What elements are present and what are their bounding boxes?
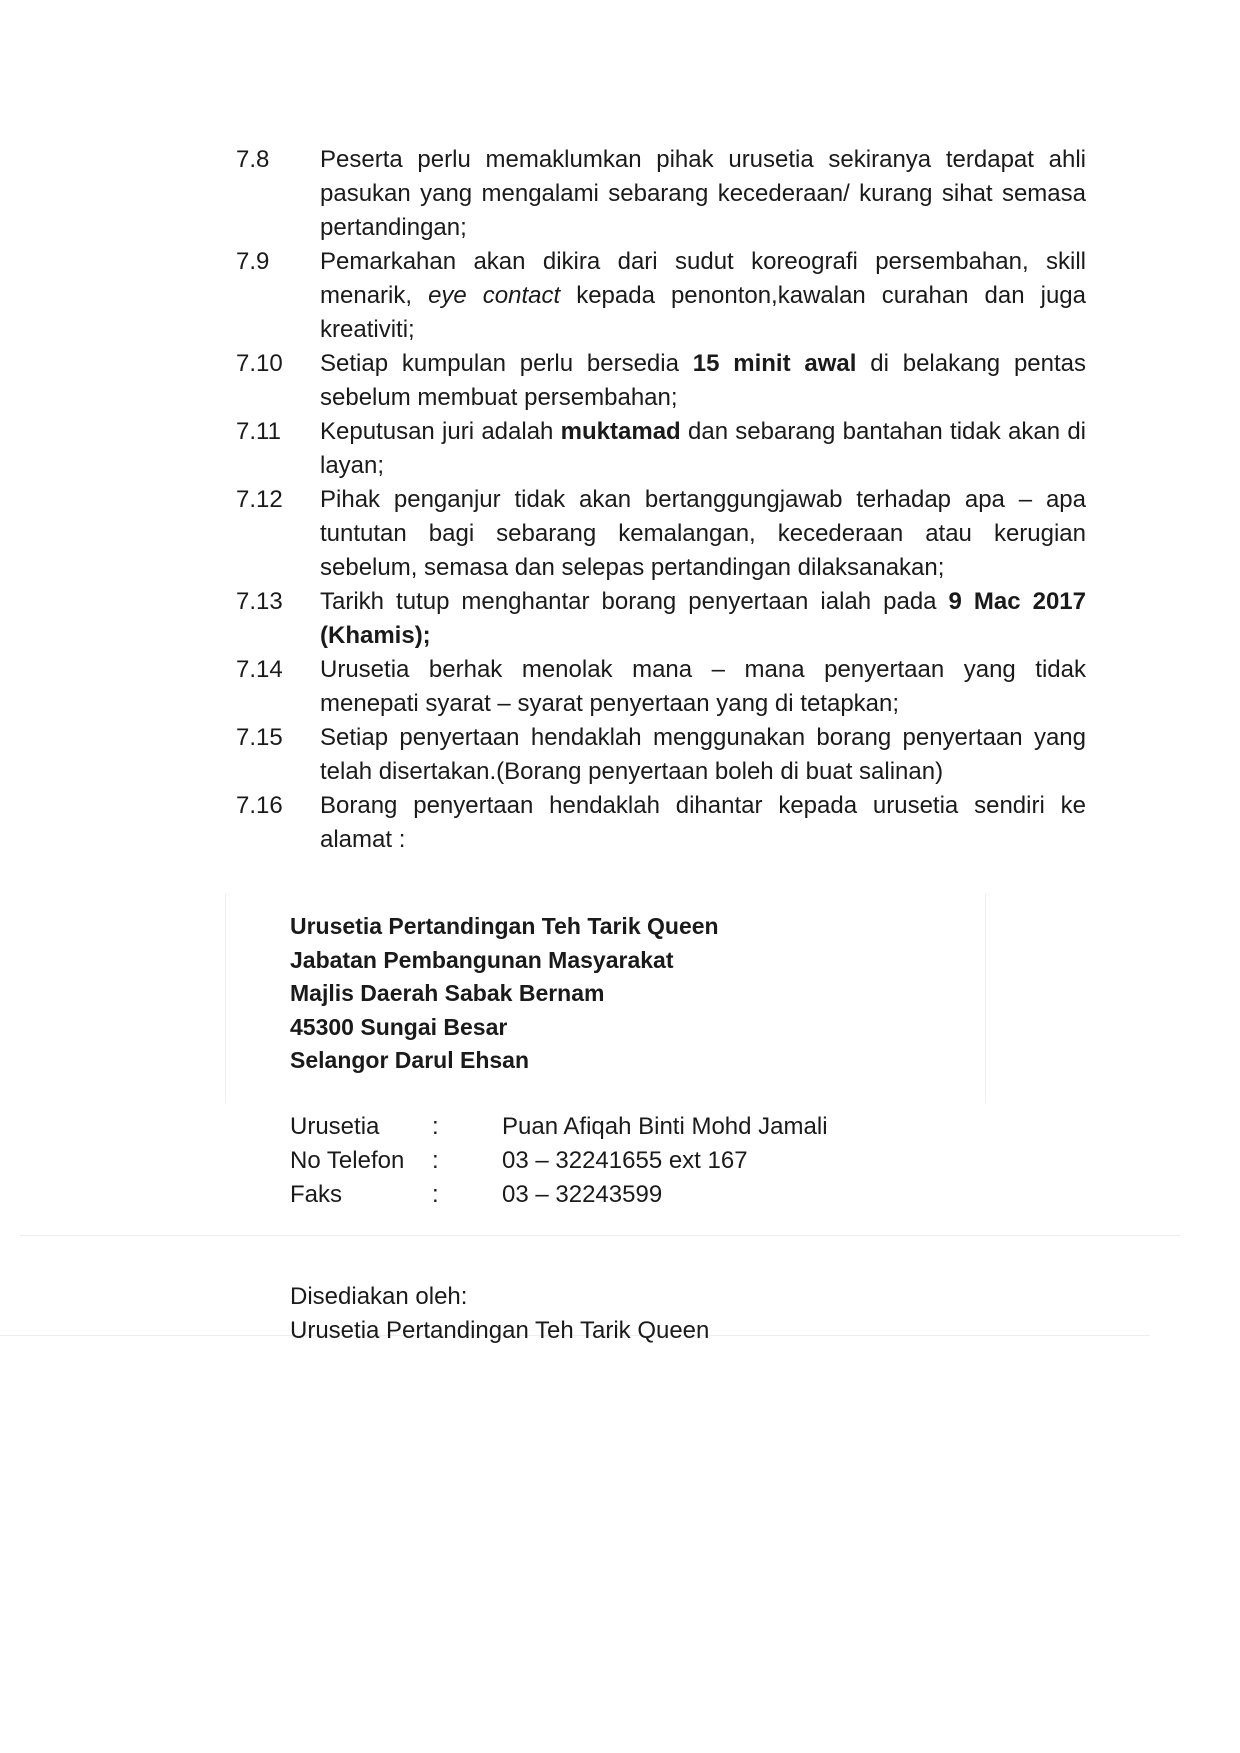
condition-number: 7.12 [236,486,283,513]
address-line: Majlis Daerah Sabak Bernam [290,980,605,1006]
contact-label: No Telefon [290,1147,405,1174]
condition-item [236,483,1086,585]
condition-text: Urusetia berhak menolak mana – mana penyertaan yang tidak menepati syarat – syarat penyertaan yang di tetapkan; [320,656,1086,717]
condition-text: Keputusan juri adalah muktamad dan sebarang bantahan tidak akan di layan; [320,418,1087,479]
contact-colon: : [432,1181,439,1208]
contact-label: Faks [290,1181,343,1208]
condition-item [236,653,1086,721]
prepared-author: Urusetia Pertandingan Teh Tarik Queen [290,1317,710,1344]
condition-item [236,721,1086,789]
address-line: Selangor Darul Ehsan [290,1047,530,1073]
prepared-label: Disediakan oleh: [290,1283,468,1310]
condition-number: 7.8 [236,146,270,173]
contact-value: Puan Afiqah Binti Mohd Jamali [502,1113,828,1140]
condition-number: 7.10 [236,350,283,377]
condition-text: Tarikh tutup menghantar borang penyertaan ialah pada 9 Mac 2017 (Khamis); [320,588,1086,649]
condition-item [236,347,1086,415]
prepared-by [290,1280,709,1348]
contact-details [290,1110,828,1212]
condition-text: Pihak penganjur tidak akan bertanggungjawab terhadap apa – apa tuntutan bagi sebarang kemalangan, kecederaan atau kerugian sebelum, semasa dan selepas pertandingan dilaksanakan; [320,486,1086,581]
condition-text: Peserta perlu memaklumkan pihak urusetia sekiranya terdapat ahli pasukan yang mengalami sebarang kecederaan/ kurang sihat semasa pertandingan; [320,146,1086,241]
contact-row-faks [290,1178,828,1212]
scan-artifact-line [20,1235,1180,1236]
condition-number: 7.13 [236,588,283,615]
contact-value: 03 – 32243599 [502,1181,663,1208]
address-block [290,910,719,1078]
scan-artifact-line [225,893,226,1103]
scan-artifact-line [985,893,986,1103]
condition-number: 7.9 [236,248,270,275]
condition-number: 7.16 [236,792,283,819]
condition-item [236,789,1086,857]
condition-item [236,143,1086,245]
condition-text: Pemarkahan akan dikira dari sudut koreografi persembahan, skill menarik, eye contact kepada penonton,kawalan curahan dan juga kreativiti; [320,248,1086,343]
contact-colon: : [432,1113,439,1140]
address-line: Jabatan Pembangunan Masyarakat [290,946,674,973]
contact-row-telefon [290,1144,828,1178]
conditions-list [236,143,1086,857]
contact-value: 03 – 32241655 ext 167 [502,1147,748,1174]
address-line: Urusetia Pertandingan Teh Tarik Queen [290,913,719,939]
contact-label: Urusetia [290,1113,380,1140]
address-line: 45300 Sungai Besar [290,1013,508,1040]
contact-row-urusetia [290,1110,828,1144]
condition-item [236,245,1086,347]
condition-text: Setiap penyertaan hendaklah menggunakan borang penyertaan yang telah disertakan.(Borang penyertaan boleh di buat salinan) [320,724,1086,785]
condition-item [236,415,1086,483]
condition-text: Setiap kumpulan perlu bersedia 15 minit awal di belakang pentas sebelum membuat persembahan; [320,350,1087,411]
condition-number: 7.14 [236,656,283,683]
condition-number: 7.15 [236,724,283,751]
condition-item [236,585,1086,653]
condition-text: Borang penyertaan hendaklah dihantar kepada urusetia sendiri ke alamat : [320,792,1086,853]
contact-colon: : [432,1147,439,1174]
condition-number: 7.11 [236,418,281,445]
